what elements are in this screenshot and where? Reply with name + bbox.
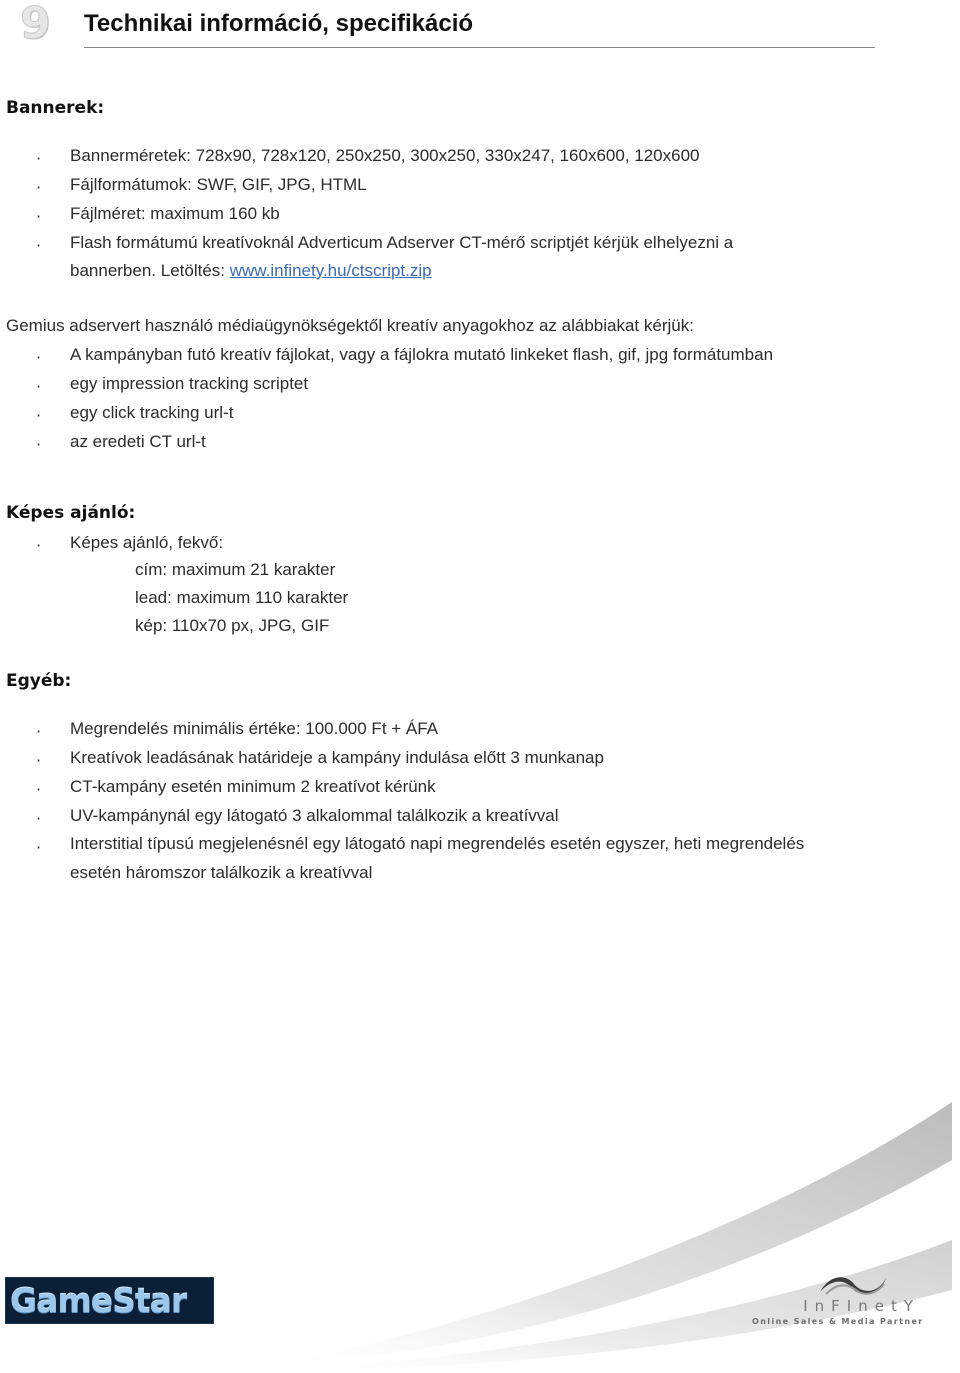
list-item: Képes ajánló, fekvő: — [70, 533, 224, 552]
bullet: · — [36, 435, 42, 454]
gamestar-logo-text: GameStar — [10, 1281, 187, 1320]
bullet: · — [36, 809, 42, 828]
list-item: Flash formátumú kreatívoknál Adverticum Adserver CT-mérő scriptjét kérjük elhelyezni a — [70, 233, 734, 252]
download-link[interactable]: www.infinety.hu/ctscript.zip — [229, 261, 432, 280]
bullet: · — [36, 751, 42, 770]
section-heading-image-offer: Képes ajánló: — [6, 503, 136, 523]
bullet: · — [36, 178, 42, 197]
list-item: A kampányban futó kreatív fájlokat, vagy a fájlokra mutató linkeket flash, gif, jpg formátumban — [70, 345, 774, 364]
bullet: · — [36, 838, 42, 857]
image-offer-detail-image: kép: 110x70 px, JPG, GIF — [135, 616, 330, 635]
section-heading-other: Egyéb: — [6, 671, 72, 691]
list-item: Fájlformátumok: SWF, GIF, JPG, HTML — [70, 175, 367, 194]
list-item: UV-kampánynál egy látogató 3 alkalommal találkozik a kreatívval — [70, 806, 559, 825]
infinety-tagline: Online Sales & Media Partner — [752, 1317, 924, 1326]
list-item: Fájlméret: maximum 160 kb — [70, 204, 280, 223]
infinety-logo-text: InFInetY — [803, 1297, 920, 1315]
page-title: Technikai információ, specifikáció — [84, 10, 474, 37]
infinety-logo — [752, 1270, 922, 1332]
list-item: Interstitial típusú megjelenésnél egy látogató napi megrendelés esetén egyszer, heti megrendelés esetén háromszor találkozik a kreatívval — [70, 834, 805, 882]
section-heading-banners: Bannerek: — [6, 98, 105, 118]
infinety-swoosh-icon — [816, 1270, 890, 1298]
list-item: Bannerméretek: 728x90, 728x120, 250x250, 300x250, 330x247, 160x600, 120x600 — [70, 146, 700, 165]
download-prefix: bannerben. Letöltés: — [70, 261, 230, 280]
bullet: · — [36, 348, 42, 367]
bullet: · — [36, 536, 42, 555]
bullet: · — [36, 207, 42, 226]
list-item: Kreatívok leadásának határideje a kampány indulása előtt 3 munkanap — [70, 748, 604, 767]
image-offer-detail-title: cím: maximum 21 karakter — [135, 560, 336, 579]
bullet: · — [36, 149, 42, 168]
gamestar-logo — [5, 1277, 214, 1324]
bullet: · — [36, 377, 42, 396]
page-number: 9 — [20, 0, 51, 49]
list-item: egy click tracking url-t — [70, 403, 234, 422]
list-item-continuation — [70, 256, 432, 285]
list-item: egy impression tracking scriptet — [70, 374, 309, 393]
gemius-intro: Gemius adservert használó médiaügynökségektől kreatív anyagokhoz az alábbiakat kérjük: — [6, 316, 694, 335]
title-divider — [84, 47, 875, 48]
bullet: · — [36, 722, 42, 741]
bullet: · — [36, 236, 42, 255]
list-item: az eredeti CT url-t — [70, 432, 206, 451]
bullet: · — [36, 406, 42, 425]
list-item: Megrendelés minimális értéke: 100.000 Ft + ÁFA — [70, 719, 439, 738]
image-offer-detail-lead: lead: maximum 110 karakter — [135, 588, 349, 607]
bullet: · — [36, 780, 42, 799]
list-item: CT-kampány esetén minimum 2 kreatívot kérünk — [70, 777, 436, 796]
